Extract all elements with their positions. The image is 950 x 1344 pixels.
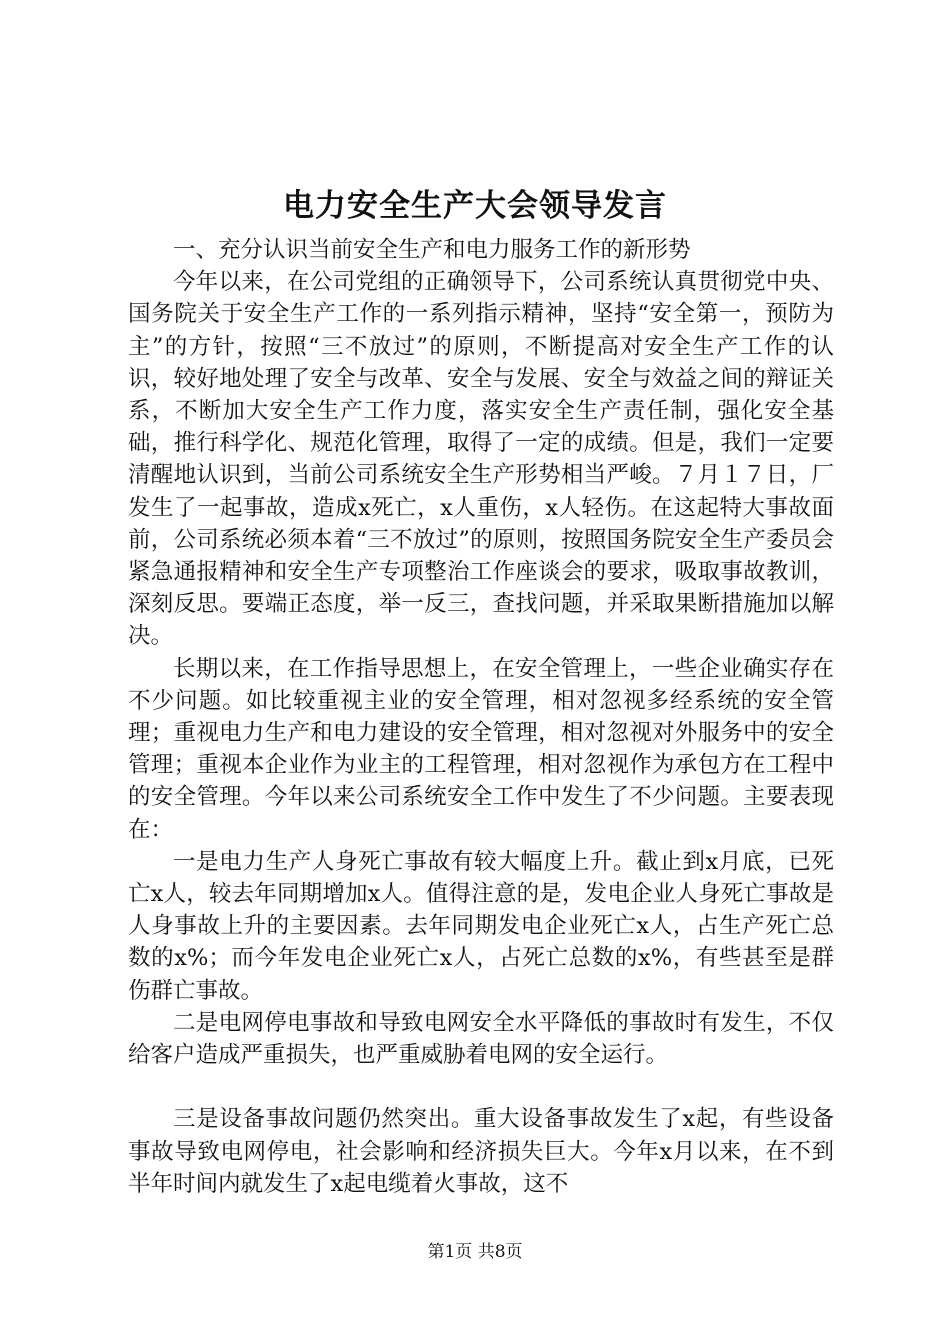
section-heading: 一、充分认识当前安全生产和电力服务工作的新形势 <box>173 237 691 263</box>
document-title: 电力安全生产大会领导发言 <box>283 188 667 224</box>
paragraph-4: 二是电网停电事故和导致电网安全水平降低的事故时有发生，不仅给客户造成严重损失，也严重威胁着电网的安全运行。 <box>128 1009 834 1069</box>
page-number-footer: 第1页 共8页 <box>427 1242 523 1262</box>
paragraph-1: 今年以来，在公司党组的正确领导下，公司系统认真贯彻党中央、国务院关于安全生产工作的一系列指示精神，坚持“安全第一，预防为主”的方针，按照“三不放过”的原则，不断提高对安全生产工作的认识，较好地处理了安全与改革、安全与发展、安全与效益之间的辩证关系，不断加大安全生产工作力度，落实安全生产责任制，强化安全基础，推行科学化、规范化管理，取得了一定的成绩。但是，我们一定要清醒地认识到，当前公司系统安全生产形势相当严峻。７月１７日，厂发生了一起事故，造成x死亡，x人重伤，x人轻伤。在这起特大事故面前，公司系统必须本着“三不放过”的原则，按照国务院安全生产委员会紧急通报精神和安全生产专项整治工作座谈会的要求，吸取事故教训，深刻反思。要端正态度，举一反三，查找问题，并采取果断措施加以解决。 <box>128 269 834 650</box>
paragraph-3: 一是电力生产人身死亡事故有较大幅度上升。截止到x月底，已死亡x人，较去年同期增加x人。值得注意的是，发电企业人身死亡事故是人身事故上升的主要因素。去年同期发电企业死亡x人，占生产死亡总数的x%；而今年发电企业死亡x人，占死亡总数的x%，有些甚至是群伤群亡事故。 <box>128 848 834 1004</box>
paragraph-5: 三是设备事故问题仍然突出。重大设备事故发生了x起，有些设备事故导致电网停电，社会影响和经济损失巨大。今年x月以来，在不到半年时间内就发生了x起电缆着火事故，这不 <box>128 1106 834 1197</box>
paragraph-gap <box>128 1071 834 1103</box>
paragraph-2: 长期以来，在工作指导思想上，在安全管理上，一些企业确实存在不少问题。如比较重视主业的安全管理，相对忽视多经系统的安全管理；重视电力生产和电力建设的安全管理，相对忽视对外服务中的安全管理；重视本企业作为业主的工程管理，相对忽视作为承包方在工程中的安全管理。今年以来公司系统安全工作中发生了不少问题。主要表现在： <box>128 655 834 843</box>
document-body <box>128 234 834 1200</box>
